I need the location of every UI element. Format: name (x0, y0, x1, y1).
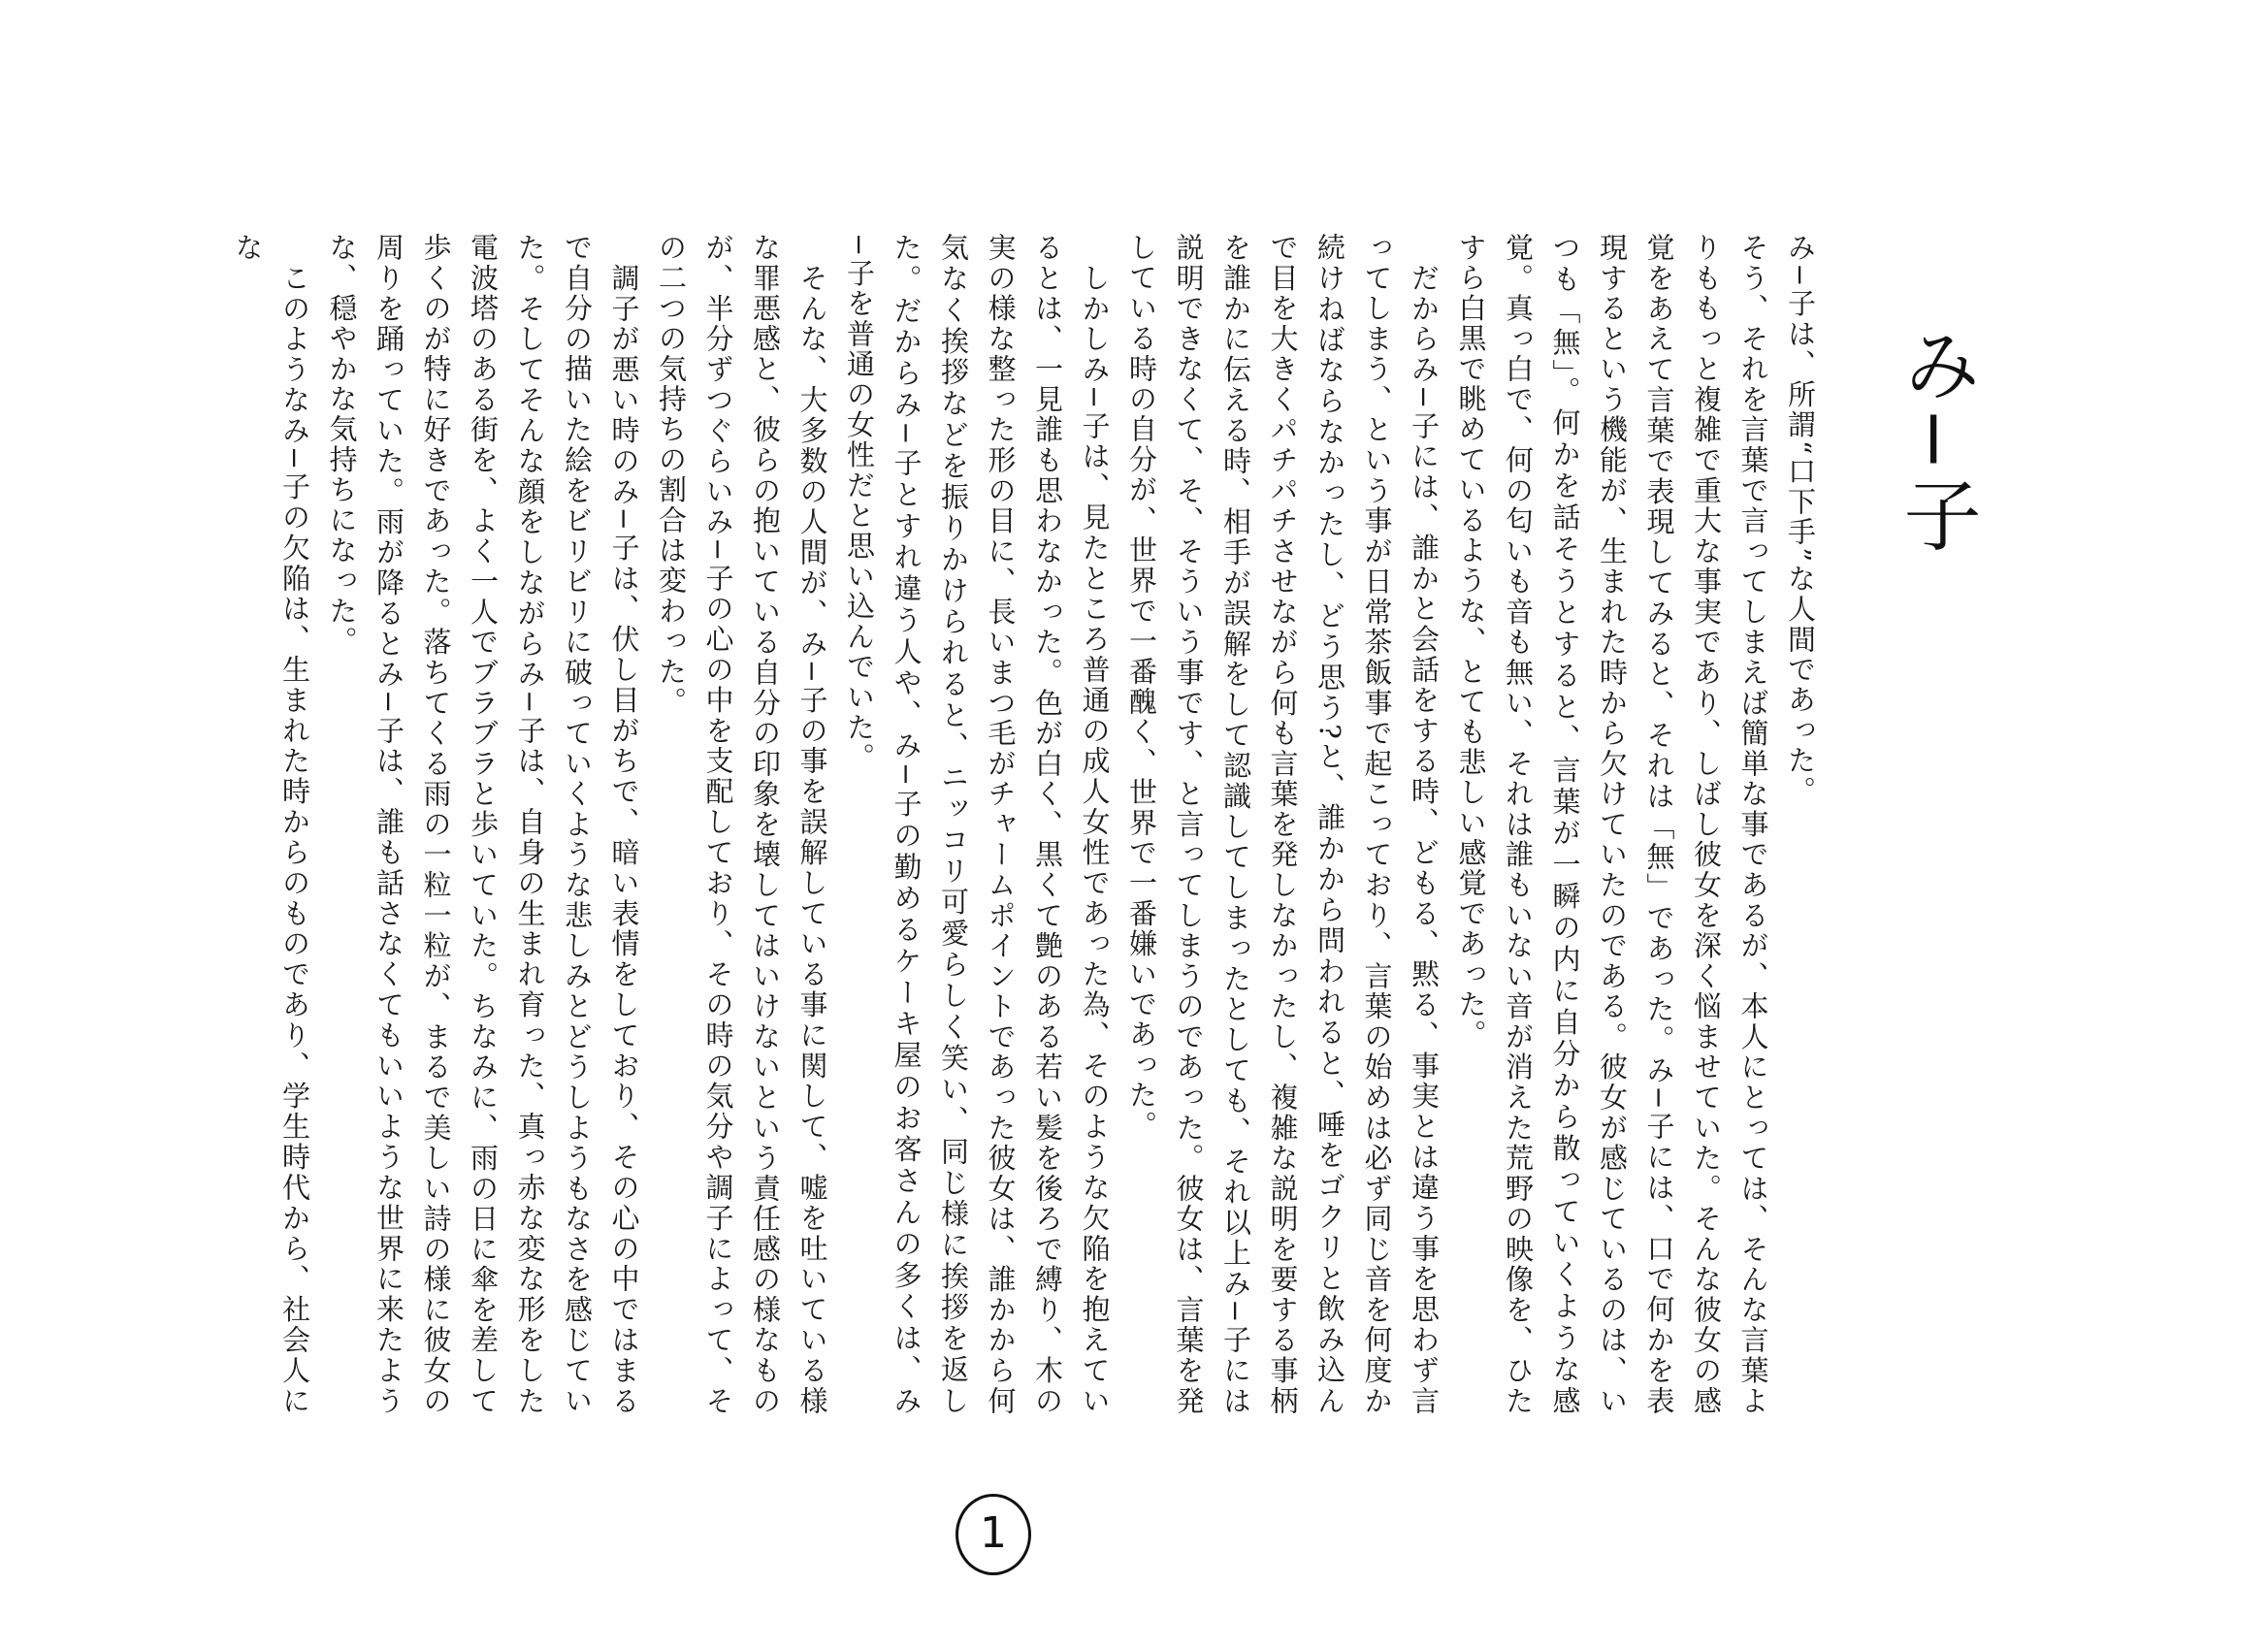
paragraph-5: そんな、大多数の人間が、み−子の事を誤解している事に関して、嘘を吐いている様な罪悪感と、彼らの抱いている自分の印象を壊してはいけないという責任感の様なものが、半分ずつぐらいみ−子の心の中を支配しており、その時の気分や調子によって、その二つの気持ちの割合は変わった。 (655, 233, 829, 1416)
paragraph-4: しかしみ−子は、見たところ普通の成人女性であった為、そのような欠陥を抱えているとは、一見誰も思わなかった。色が白く、黒くて艶のある若い髪を後ろで縛り、木の実の様な整った形の目に、長いまつ毛がチャームポイントであった彼女は、誰かから何気なく挨拶などを振りかけられると、ニッコリ可愛らしく笑い、同じ様に挨拶を返した。だからみ−子とすれ違う人や、み−子の勤めるケーキ屋のお客さんの多くは、み−子を普通の女性だと思い込んでいた。 (843, 233, 1112, 1416)
body-text (231, 233, 1824, 1416)
paragraph-1: み−子は、所謂“口下手”な人間であった。 (1784, 233, 1817, 806)
paragraph-3: だからみ−子には、誰かと会話をする時、どもる、黙る、事実とは違う事を思わず言ってしまう、という事が日常茶飯事で起こっており、言葉の始めは必ず同じ音を何度か続けねばならなかったし、どう思う?と、誰かから問われると、唾をゴクリと飲み込んで目を大きくパチパチさせながら何も言葉を発しなかったし、複雑な説明を要する事柄を誰かに伝える時、相手が誤解をして認識してしまったとしても、それ以上み−子には説明できなくて、そ、そういう事です、と言ってしまうのであった。彼女は、言葉を発している時の自分が、世界で一番醜く、世界で一番嫌いであった。 (1125, 233, 1441, 1416)
paragraph-7: このようなみ−子の欠陥は、生まれた時からのものであり、学生時代から、社会人にな (231, 233, 311, 1416)
paragraph-6: 調子が悪い時のみ−子は、伏し目がちで、暗い表情をしており、その心の中ではまるで自分の描いた絵をビリビリに破っていくような悲しみとどうしようもなさを感じていた。そしてそんな顔をしながらみ−子は、自身の生まれ育った、真っ赤な変な形をした電波塔のある街を、よく一人でブラブラと歩いていた。ちなみに、雨の日に傘を差して歩くのが特に好きであった。落ちてくる雨の一粒一粒が、まるで美しい詩の様に彼女の周りを踊っていた。雨が降るとみ−子は、誰も話さなくてもいいような世界に来たような、穏やかな気持ちになった。 (325, 233, 641, 1416)
page-number-circle: 1 (956, 1494, 1031, 1575)
paragraph-2: そう、それを言葉で言ってしまえば簡単な事であるが、本人にとっては、そんな言葉よりももっと複雑で重大な事実であり、しばし彼女を深く悩ませていた。そんな彼女の感覚をあえて言葉で表現してみると、それは「無」であった。み−子には、口で何かを表現するという機能が、生まれた時から欠けていたのである。彼女が感じているのは、いつも「無」。何かを話そうとすると、言葉が一瞬の内に自分から散っていくような感覚。真っ白で、何の匂いも音も無い、それは誰もいない音が消えた荒野の映像を、ひたすら白黒で眺めているような、とても悲しい感覚であった。 (1454, 233, 1770, 1416)
document-title: み−子 (1891, 325, 1981, 558)
